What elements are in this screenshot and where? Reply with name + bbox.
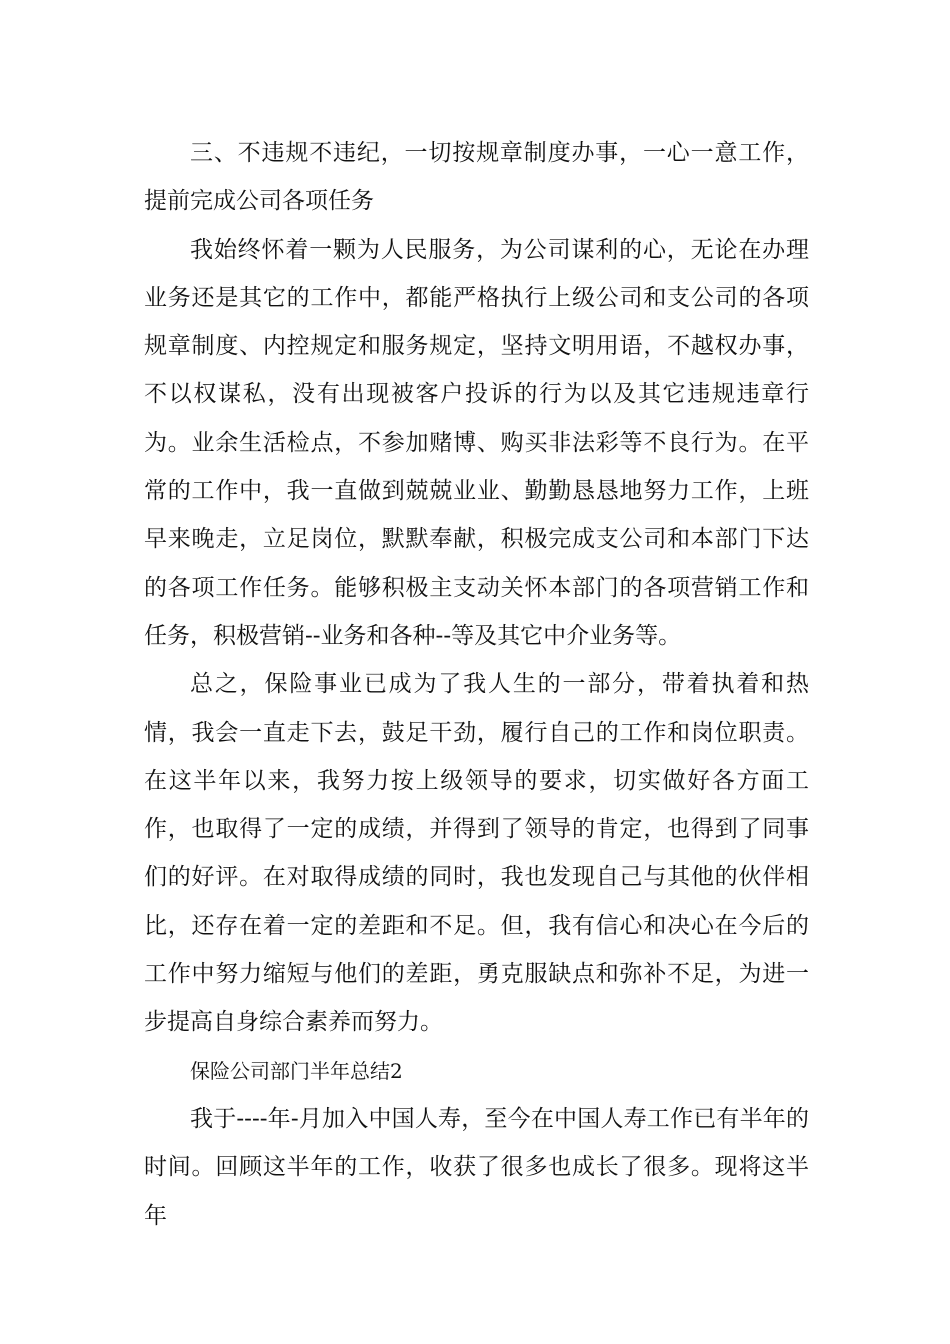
paragraph-section-three: 三、不违规不违纪，一切按规章制度办事，一心一意工作，提前完成公司各项任务	[144, 140, 809, 215]
document-body	[144, 129, 809, 1240]
paragraph-conclusion: 总之，保险事业已成为了我人生的一部分，带着执着和热情，我会一直走下去，鼓足干劲，履行自己的工作和岗位职责。在这半年以来，我努力按上级领导的要求，切实做好各方面工作，也取得了一定的成绩，并得到了领导的肯定，也得到了同事们的好评。在对取得成绩的同时，我也发现自己与其他的伙伴相比，还存在着一定的差距和不足。但，我有信心和决心在今后的工作中努力缩短与他们的差距，勇克服缺点和弥补不足，为进一步提高自身综合素养而努力。	[144, 671, 809, 1036]
paragraph-summary-two-intro: 我于----年-月加入中国人寿，至今在中国人寿工作已有半年的时间。回顾这半年的工作，收获了很多也成长了很多。现将这半年	[144, 1105, 809, 1229]
paragraph-compliance: 我始终怀着一颗为人民服务，为公司谋利的心，无论在办理业务还是其它的工作中，都能严格执行上级公司和支公司的各项规章制度、内控规定和服务规定，坚持文明用语，不越权办事，不以权谋私，没有出现被客户投诉的行为以及其它违规违章行为。业余生活检点，不参加赌博、购买非法彩等不良行为。在平常的工作中，我一直做到兢兢业业、勤勤恳恳地努力工作，上班早来晚走，立足岗位，默默奉献，积极完成支公司和本部门下达的各项工作任务。能够积极主支动关怀本部门的各项营销工作和任务，积极营销--业务和各种--等及其它中介业务等。	[144, 236, 809, 649]
section-title: 保险公司部门半年总结2	[190, 1058, 403, 1083]
